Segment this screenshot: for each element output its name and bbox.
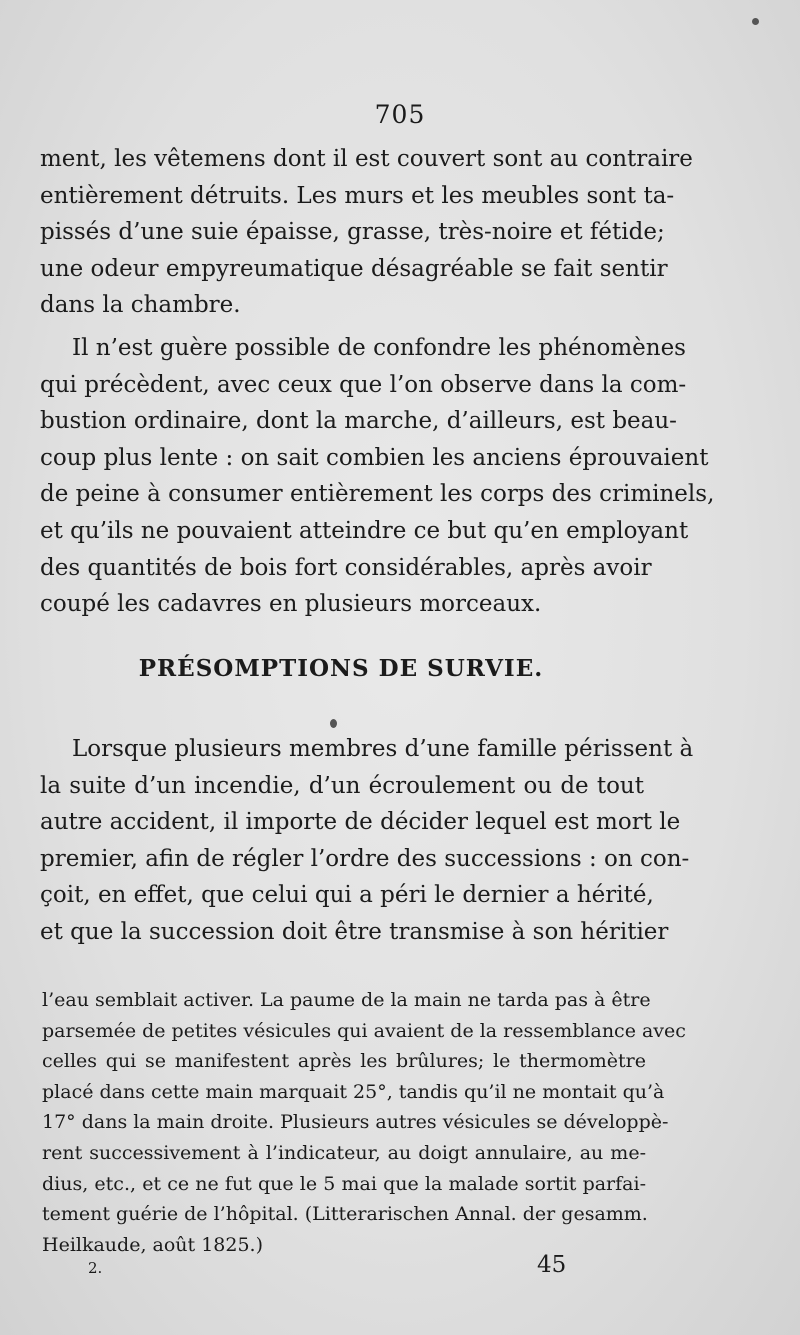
text-line: dans la chambre. — [40, 292, 241, 319]
text-line: bustion ordinaire, dont la marche, d’ailleurs, est beau- — [40, 408, 677, 435]
text-line: de peine à consumer entièrement les corps des criminels, — [40, 481, 715, 508]
text-line: des quantités de bois fort considérables, après avoir — [40, 554, 652, 581]
text-line: çoit, en effet, que celui qui a péri le dernier a hérité, — [40, 882, 654, 909]
section-heading-text: PRÉSOMPTIONS DE SURVIE. — [138, 655, 544, 682]
text-line: pissés d’une suie épaisse, grasse, très-noire et fétide; — [40, 219, 665, 246]
footnote-line: dius, etc., et ce ne fut que le 5 mai que la malade sortit parfai- — [42, 1172, 646, 1195]
section-heading — [0, 655, 800, 682]
footnote-line: celles qui se manifestent après les brûlures; le thermomètre — [42, 1050, 646, 1073]
text-line: et qu’ils ne pouvaient atteindre ce but qu’en employant — [40, 517, 689, 544]
text-line: une odeur empyreumatique désagréable se fait sentir — [40, 255, 668, 282]
text-line: coup plus lente : on sait combien les anciens éprouvaient — [40, 444, 709, 471]
footnote — [42, 985, 686, 1260]
signature-number: 45 — [537, 1252, 567, 1278]
text-line: ment, les vêtemens dont il est couvert sont au contraire — [40, 146, 693, 172]
footnote-line: placé dans cette main marquait 25°, tandis qu’il ne montait qu’à — [42, 1080, 665, 1103]
footnote-line: 17° dans la main droite. Plusieurs autres vésicules se développè- — [42, 1111, 669, 1134]
text-line: autre accident, il importe de décider lequel est mort le — [40, 809, 681, 836]
footnote-line: parsemée de petites vésicules qui avaient de la ressemblance avec — [42, 1019, 686, 1042]
ink-speck — [330, 719, 337, 728]
text-line: la suite d’un incendie, d’un écroulement ou de tout — [40, 772, 644, 799]
text-line: qui précèdent, avec ceux que l’on observe dans la com- — [40, 371, 687, 398]
footnote-line: rent successivement à l’indicateur, au doigt annulaire, au me- — [42, 1141, 646, 1164]
footnote-line: l’eau semblait activer. La paume de la main ne tarda pas à être — [42, 989, 651, 1011]
signature-mark: 2. — [88, 1259, 103, 1277]
footnote-line: Heilkaude, août 1825.) — [42, 1233, 264, 1256]
footnote-line: tement guérie de l’hôpital. (Litterarischen Annal. der gesamm. — [42, 1203, 648, 1226]
body-text — [40, 141, 715, 623]
ink-speck — [752, 18, 759, 25]
text-line: Il n’est guère possible de confondre les phénomènes — [72, 334, 686, 361]
text-line: premier, afin de régler l’ordre des successions : on con- — [40, 845, 690, 872]
text-line: coupé les cadavres en plusieurs morceaux. — [40, 591, 542, 618]
text-line: et que la succession doit être transmise à son héritier — [40, 918, 669, 945]
section-body-text — [40, 731, 694, 951]
text-line: entièrement détruits. Les murs et les meubles sont ta- — [40, 182, 675, 209]
page-number: 705 — [374, 100, 426, 129]
text-line: Lorsque plusieurs membres d’une famille périssent à — [72, 736, 694, 762]
